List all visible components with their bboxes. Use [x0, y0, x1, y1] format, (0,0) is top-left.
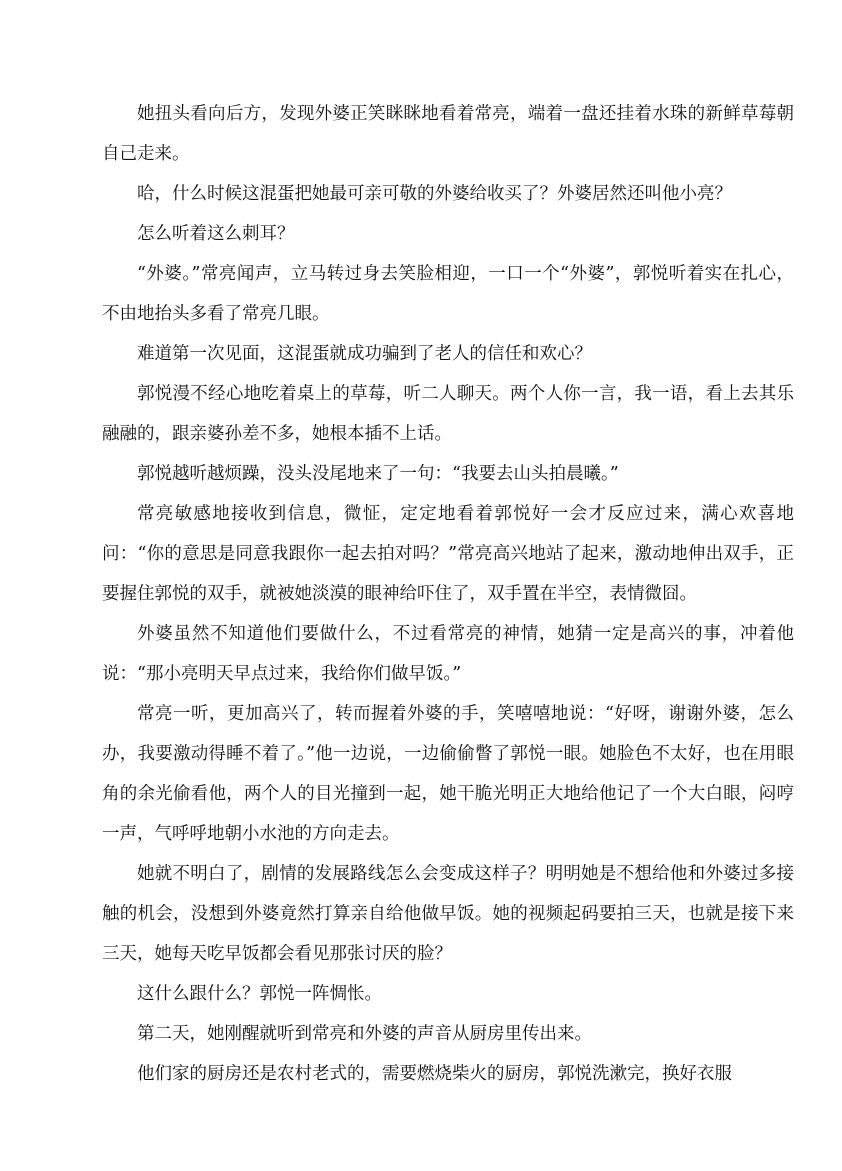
paragraph: “外婆。”常亮闻声，立马转过身去笑脸相迎，一口一个“外婆”，郭悦听着实在扎心，不由地抬头多看了常亮几眼。	[102, 264, 794, 324]
paragraph: 这什么跟什么？郭悦一阵惆怅。	[137, 984, 382, 1004]
paragraph: 难道第一次见面，这混蛋就成功骗到了老人的信任和欢心？	[137, 344, 592, 364]
paragraph: 郭悦越听越烦躁，没头没尾地来了一句：“我要去山头拍晨曦。”	[137, 464, 619, 484]
paragraph: 常亮一听，更加高兴了，转而握着外婆的手，笑嘻嘻地说：“好呀，谢谢外婆，怎么办，我要激动得睡不着了。”他一边说，一边偷偷瞥了郭悦一眼。她脸色不太好，也在用眼角的余光偷看他，两个人的目光撞到一起，她干脆光明正大地给他记了一个大白眼，闷哼一声，气呼呼地朝小水池的方向走去。	[102, 704, 794, 844]
paragraph: 第二天，她刚醒就听到常亮和外婆的声音从厨房里传出来。	[137, 1024, 592, 1044]
paragraph: 常亮敏感地接收到信息，微怔，定定地看着郭悦好一会才反应过来，满心欢喜地问：“你的意思是同意我跟你一起去拍对吗？”常亮高兴地站了起来，激动地伸出双手，正要握住郭悦的双手，就被她淡漠的眼神给吓住了，双手置在半空，表情微囧。	[102, 504, 794, 604]
body-text	[102, 94, 794, 1094]
paragraph: 郭悦漫不经心地吃着桌上的草莓，听二人聊天。两个人你一言，我一语，看上去其乐融融的，跟亲婆孙差不多，她根本插不上话。	[102, 384, 794, 444]
paragraph: 他们家的厨房还是农村老式的，需要燃烧柴火的厨房，郭悦洗漱完，换好衣服	[137, 1064, 732, 1084]
paragraph: 哈，什么时候这混蛋把她最可亲可敬的外婆给收买了？外婆居然还叫他小亮？	[137, 184, 732, 204]
paragraph: 她扭头看向后方，发现外婆正笑眯眯地看着常亮，端着一盘还挂着水珠的新鲜草莓朝自己走来。	[102, 104, 794, 164]
paragraph: 怎么听着这么刺耳？	[137, 224, 295, 244]
paragraph: 她就不明白了，剧情的发展路线怎么会变成这样子？明明她是不想给他和外婆过多接触的机会，没想到外婆竟然打算亲自给他做早饭。她的视频起码要拍三天，也就是接下来三天，她每天吃早饭都会看见那张讨厌的脸？	[102, 864, 794, 964]
paragraph: 外婆虽然不知道他们要做什么，不过看常亮的神情，她猜一定是高兴的事，冲着他说：“那小亮明天早点过来，我给你们做早饭。”	[102, 624, 794, 684]
